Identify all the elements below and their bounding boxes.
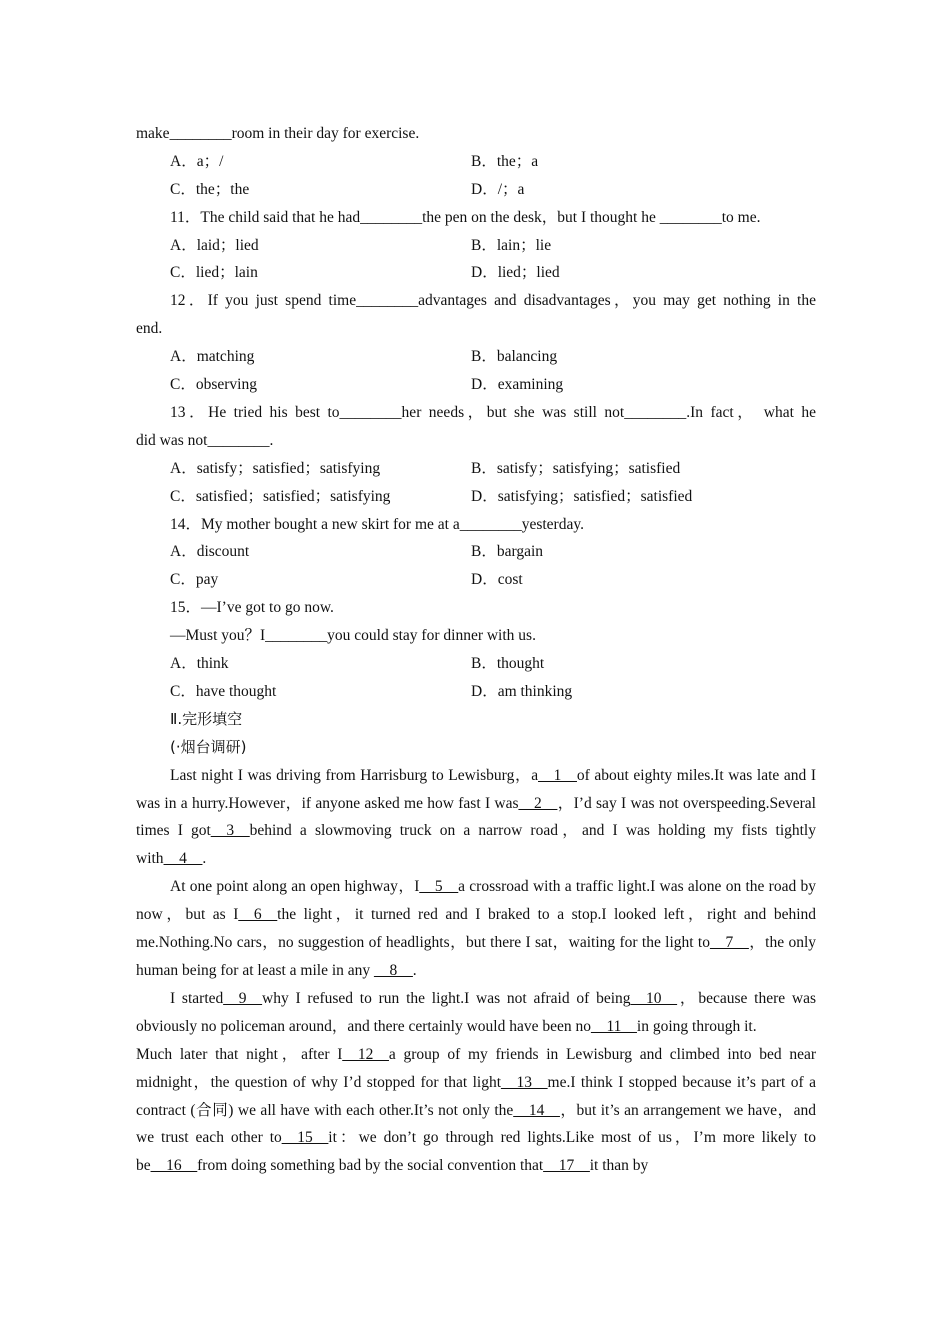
passage-text: why I refused to run the light.I was not afraid of being — [262, 989, 631, 1007]
q12-option-d: D．examining — [471, 376, 564, 394]
cloze-blank: __13__ — [501, 1073, 548, 1091]
passage-paragraph-3 — [136, 985, 816, 1041]
q10-option-c: C．the；the — [170, 180, 250, 198]
q13-option-b: B．satisfy；satisfying；satisfied — [471, 459, 681, 477]
passage-text: of about eighty miles.It was late and I was in a hurry.However，if anyone asked me how fast I was — [136, 766, 816, 812]
cloze-blank: __4__ — [163, 850, 203, 868]
section-heading-cloze: Ⅱ.完形填空 — [170, 709, 243, 728]
q15-options-row2 — [136, 678, 816, 706]
passage-text: it：we don’t go through red lights.Like most of us，I’m more likely to be — [136, 1129, 816, 1175]
q11-options-row2 — [136, 259, 816, 287]
q13-stem-line2: did was not________. — [136, 431, 274, 449]
q11-option-d: D．lied；lied — [471, 264, 560, 282]
q14-stem: 14．My mother bought a new skirt for me at a________yesterday. — [170, 515, 584, 533]
q11-option-b: B．lain；lie — [471, 236, 552, 254]
passage-paragraph-1 — [136, 762, 816, 874]
cloze-blank: __17__ — [543, 1157, 590, 1175]
q10-option-d: D．/；a — [471, 180, 525, 198]
passage-text: At one point along an open highway，I — [170, 878, 420, 896]
q14-option-b: B．bargain — [471, 543, 544, 561]
passage-text: the light，it turned red and I braked to a stop.I looked left，right and behind me.Nothing.No cars，no suggestion of headlights，but there I sat，waiting for the light to — [136, 906, 817, 952]
q13-options-row2 — [136, 483, 816, 511]
passage-text: a crossroad with a traffic light.I was alone on the road by now，but as I — [136, 878, 816, 924]
q14-options-row1 — [136, 538, 816, 566]
q11-option-a: A．laid；lied — [170, 236, 259, 254]
cloze-blank: __5__ — [419, 878, 459, 896]
q11-option-c: C．lied；lain — [170, 264, 258, 282]
q11-stem: 11．The child said that he had________the pen on the desk，but I thought he ________to me. — [170, 208, 761, 226]
passage-text: I started — [170, 989, 224, 1007]
cloze-blank: __15__ — [281, 1129, 329, 1147]
cloze-blank: __14__ — [513, 1101, 560, 1119]
q13-stem-line1: 13．He tried his best to________her needs，but she was still not________.In fact， what he — [170, 403, 816, 421]
passage-text: in going through it. — [636, 1017, 757, 1035]
cloze-blank: __6__ — [238, 906, 278, 924]
q13-option-d: D．satisfying；satisfied；satisfied — [471, 487, 693, 505]
passage-text: ，the only human being for at least a mile in any — [136, 934, 816, 979]
passage-text: it than by — [589, 1157, 649, 1175]
q12-option-b: B．balancing — [471, 348, 558, 366]
q12-option-a: A．matching — [170, 348, 255, 366]
q13-option-a: A．satisfy；satisfied；satisfying — [170, 459, 381, 477]
section-source: (·烟台调研) — [170, 737, 247, 756]
cloze-blank: __10__ — [630, 989, 678, 1007]
passage-text: a group of my friends in Lewisburg and climbed into bed near midnight，the question of why I’d stopped for that light — [136, 1045, 816, 1091]
q10-options-row1 — [136, 148, 816, 176]
cloze-blank: __2__ — [518, 794, 558, 812]
passage-text: from doing something bad by the social convention that — [197, 1157, 544, 1175]
passage-text: Much later that night，after I — [136, 1045, 343, 1063]
q10-option-b: B．the；a — [471, 152, 539, 170]
cloze-blank: __12__ — [342, 1045, 389, 1063]
passage-text: Last night I was driving from Harrisburg to Lewisburg，a — [170, 766, 539, 784]
q15-option-a: A．think — [170, 655, 229, 673]
q12-option-c: C．observing — [170, 376, 257, 394]
q14-options-row2 — [136, 566, 816, 594]
q14-option-c: C．pay — [170, 571, 219, 589]
cloze-blank: __11__ — [590, 1017, 637, 1035]
q10-option-a: A．a；/ — [170, 152, 224, 170]
q11-options-row1 — [136, 232, 816, 260]
q15-option-d: D．am thinking — [471, 682, 573, 700]
q13-option-c: C．satisfied；satisfied；satisfying — [170, 487, 391, 505]
passage-text: behind a slowmoving truck on a narrow road，and I was holding my fists tightly with — [136, 822, 816, 868]
q15-stem-line1: 15．—I’ve got to go now. — [170, 599, 334, 617]
q15-option-c: C．have thought — [170, 682, 277, 700]
cloze-blank: __1__ — [538, 766, 577, 784]
q15-stem-line2: —Must you？I________you could stay for dinner with us. — [170, 627, 536, 645]
q12-stem-line1: 12．If you just spend time________advantages and disadvantages，you may get nothing in the — [170, 292, 816, 310]
passage-paragraph-4 — [136, 1041, 816, 1181]
cloze-blank: __3__ — [210, 822, 250, 840]
passage-text: . — [412, 962, 417, 979]
cloze-blank: __7__ — [709, 934, 749, 952]
passage-paragraph-2 — [136, 873, 816, 985]
passage-text: ，but it’s an arrangement we have，and we trust each other to — [136, 1101, 816, 1147]
cloze-blank: __16__ — [150, 1157, 198, 1175]
q14-option-a: A．discount — [170, 543, 250, 561]
passage-text: ，because there was obviously no policeman around，and there certainly would have been no — [136, 989, 816, 1035]
q12-options-row2 — [136, 371, 816, 399]
passage-text: me.I think I stopped because it’s part of a contract (合同) we all have with each other.It’s not only the — [136, 1073, 816, 1119]
cloze-blank: __8__ — [374, 962, 413, 979]
q10-options-row2 — [136, 176, 816, 204]
passage-text: . — [202, 850, 207, 868]
q15-option-b: B．thought — [471, 655, 545, 673]
cloze-blank: __9__ — [223, 989, 263, 1007]
q14-option-d: D．cost — [471, 571, 523, 589]
q12-options-row1 — [136, 343, 816, 371]
document-page — [136, 120, 816, 1180]
q10-stem-tail: make________room in their day for exercise. — [136, 125, 420, 142]
passage-text: ，I’d say I was not overspeeding.Several times I got — [136, 794, 816, 840]
q15-options-row1 — [136, 650, 816, 678]
q13-options-row1 — [136, 455, 816, 483]
q12-stem-line2: end. — [136, 320, 163, 338]
